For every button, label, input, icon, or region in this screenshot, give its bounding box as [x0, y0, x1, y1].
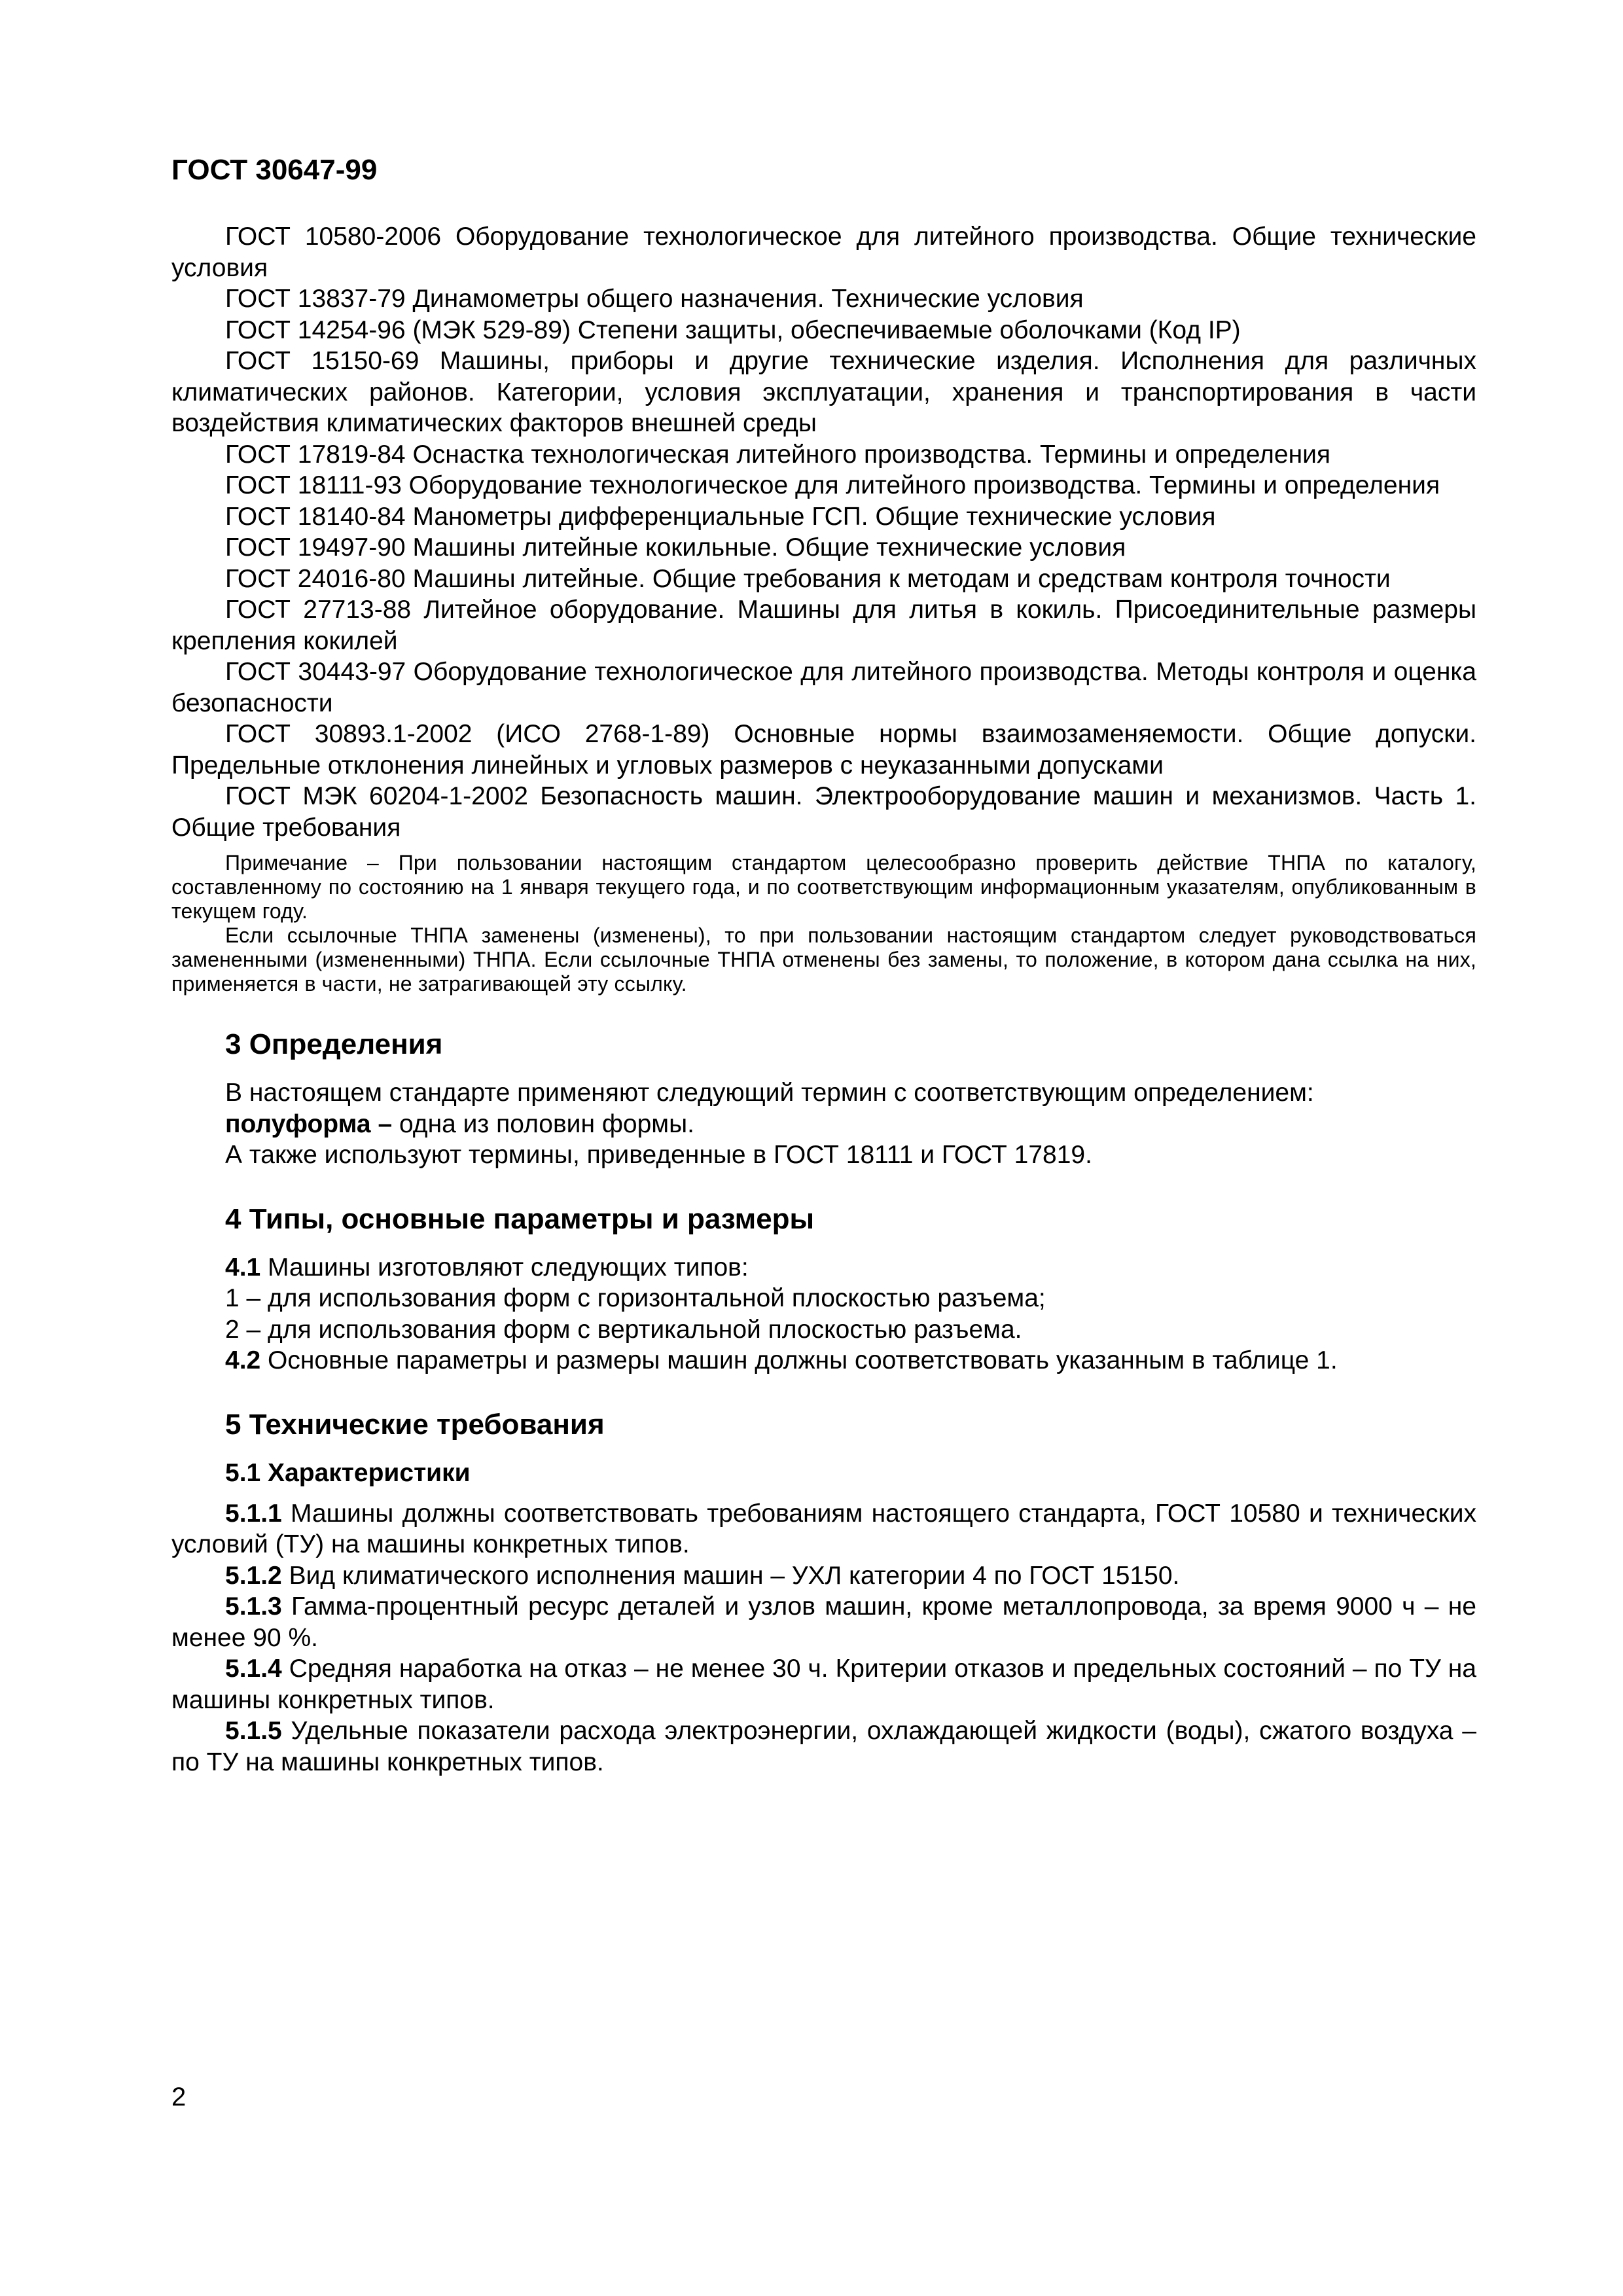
clause-text: Удельные показатели расхода электроэнергии, охлаждающей жидкости (воды), сжатого воздуха – по ТУ на машины конкретных типов. [171, 1717, 1476, 1776]
clause-5-1-5 [171, 1715, 1476, 1778]
clause-number: 4.1 [225, 1253, 261, 1282]
term-definition [171, 1109, 1476, 1140]
clause-5-1-4 [171, 1653, 1476, 1715]
clause-5-1-2 [171, 1560, 1476, 1592]
section-3-intro: В настоящем стандарте применяют следующий термин с соответствующим определением: [225, 1079, 1314, 1107]
clause-number: 5.1.3 [225, 1592, 282, 1621]
clause-5-1-3 [171, 1591, 1476, 1653]
clause-text: Вид климатического исполнения машин – УХЛ категории 4 по ГОСТ 15150. [281, 1561, 1180, 1590]
machine-type-1: 1 – для использования форм с горизонтальной плоскостью разъема; [225, 1284, 1046, 1312]
clause-number: 5.1.4 [225, 1655, 282, 1683]
reference-item: ГОСТ 30443-97 Оборудование технологическое для литейного производства. Методы контроля и оценка безопасности [171, 658, 1476, 717]
section-5-title: 5 Технические требования [225, 1408, 605, 1441]
machine-type-2: 2 – для использования форм с вертикальной плоскостью разъема. [225, 1315, 1022, 1344]
reference-item: ГОСТ 24016-80 Машины литейные. Общие требования к методам и средствам контроля точности [225, 564, 1391, 593]
clause-text: Основные параметры и размеры машин должны соответствовать указанным в таблице 1. [260, 1346, 1338, 1374]
reference-item: ГОСТ 19497-90 Машины литейные кокильные. Общие технические условия [225, 533, 1126, 562]
page-number: 2 [171, 2083, 187, 2111]
subsection-5-1-title: 5.1 Характеристики [225, 1458, 471, 1487]
term-name: полуформа – [225, 1109, 393, 1138]
clause-text: Гамма-процентный ресурс деталей и узлов машин, кроме металлопровода, за время 9000 ч – не менее 90 %. [171, 1592, 1476, 1652]
reference-item: ГОСТ 27713-88 Литейное оборудование. Машины для литья в кокиль. Присоединительные размеры крепления кокилей [171, 596, 1476, 655]
clause-5-1-1 [171, 1498, 1476, 1560]
reference-item: ГОСТ 18111-93 Оборудование технологическое для литейного производства. Термины и определения [225, 471, 1440, 499]
clause-number: 4.2 [225, 1346, 261, 1374]
note-paragraph: Примечание – При пользовании настоящим стандартом целесообразно проверить действие ТНПА по каталогу, составленному по состоянию на 1 января текущего года, и по соответствующим информационным указателям, опубликованным в текущем году. [171, 851, 1476, 923]
section-4-title: 4 Типы, основные параметры и размеры [225, 1202, 815, 1235]
note-paragraph: Если ссылочные ТНПА заменены (изменены), то при пользовании настоящим стандартом следует руководствоваться замененными (измененными) ТНПА. Если ссылочные ТНПА отменены без замены, то положение, в котором дана ссылка на них, применяется в части, не затрагивающей эту ссылку. [171, 924, 1476, 996]
reference-item: ГОСТ 18140-84 Манометры дифференциальные ГСП. Общие технические условия [225, 502, 1216, 531]
reference-item: ГОСТ 17819-84 Оснастка технологическая литейного производства. Термины и определения [225, 440, 1331, 469]
clause-number: 5.1.2 [225, 1561, 282, 1590]
reference-item: ГОСТ 13837-79 Динамометры общего назначения. Технические условия [225, 285, 1084, 313]
clause-text: Машины должны соответствовать требованиям настоящего стандарта, ГОСТ 10580 и технических условий (ТУ) на машины конкретных типов. [171, 1499, 1476, 1558]
reference-item: ГОСТ 30893.1-2002 (ИСО 2768-1-89) Основные нормы взаимозаменяемости. Общие допуски. Предельные отклонения линейных и угловых размеров с неуказанными допусками [171, 720, 1476, 780]
document-page [171, 152, 1476, 1778]
clause-number: 5.1.5 [225, 1717, 282, 1745]
section-3-title: 3 Определения [225, 1028, 443, 1060]
clause-number: 5.1.1 [225, 1499, 282, 1528]
section-3-also: А также используют термины, приведенные в ГОСТ 18111 и ГОСТ 17819. [225, 1141, 1092, 1169]
reference-item: ГОСТ 15150-69 Машины, приборы и другие технические изделия. Исполнения для различных климатических районов. Категории, условия эксплуатации, хранения и транспортирования в части воздействия климатических факторов внешней среды [171, 347, 1476, 437]
clause-text: Машины изготовляют следующих типов: [260, 1253, 749, 1282]
term-definition-text: одна из половин формы. [392, 1109, 694, 1138]
clause-4-1 [171, 1252, 1476, 1283]
reference-item: ГОСТ 10580-2006 Оборудование технологическое для литейного производства. Общие технические условия [171, 223, 1476, 282]
document-id-header: ГОСТ 30647-99 [171, 154, 378, 186]
reference-item: ГОСТ МЭК 60204-1-2002 Безопасность машин. Электрооборудование машин и механизмов. Часть 1. Общие требования [171, 782, 1476, 842]
clause-text: Средняя наработка на отказ – не менее 30 ч. Критерии отказов и предельных состояний – по ТУ на машины конкретных типов. [171, 1655, 1476, 1714]
clause-4-2 [171, 1345, 1476, 1376]
reference-item: ГОСТ 14254-96 (МЭК 529-89) Степени защиты, обеспечиваемые оболочками (Код IP) [225, 315, 1241, 344]
normative-references-list [171, 221, 1476, 843]
